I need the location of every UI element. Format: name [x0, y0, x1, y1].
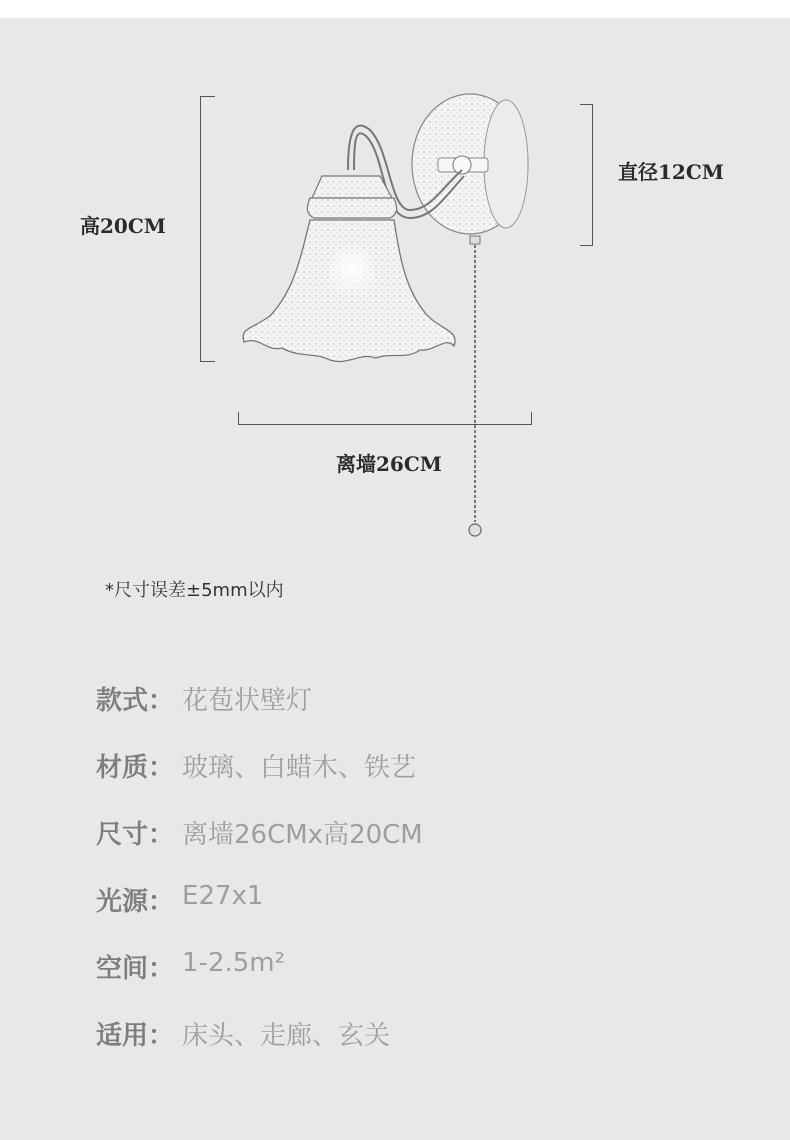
spec-row-usage: [96, 1015, 423, 1082]
spec-row-space: [96, 948, 423, 1015]
spec-key: 材质：: [96, 753, 175, 783]
spec-row-style: [96, 680, 423, 747]
spec-key: 光源：: [96, 887, 175, 917]
diameter-dimension-bracket: [580, 104, 593, 246]
spec-list: [96, 680, 423, 1082]
spec-value: 花苞状壁灯: [182, 686, 313, 716]
depth-label: 离墙26CM: [336, 452, 442, 476]
spec-key: 适用：: [96, 1021, 175, 1051]
wall-lamp-illustration: [230, 90, 550, 550]
pull-chain: [469, 236, 481, 536]
height-dimension-bracket: [200, 96, 215, 362]
spec-value: 1-2.5m²: [182, 948, 286, 978]
size-tolerance-note: *尺寸误差±5mm以内: [105, 580, 284, 601]
spec-key: 空间：: [96, 954, 175, 984]
spec-value: 床头、走廊、玄关: [182, 1021, 391, 1051]
spec-key: 款式：: [96, 686, 175, 716]
spec-row-light-source: [96, 881, 423, 948]
spec-row-material: [96, 747, 423, 814]
spec-key: 尺寸：: [96, 820, 175, 850]
glass-flower-shade: [243, 220, 455, 362]
spec-value: 离墙26CMx高20CM: [182, 820, 423, 850]
diameter-label: 直径12CM: [618, 160, 724, 184]
spec-value: 玻璃、白蜡木、铁艺: [182, 753, 417, 783]
spec-value: E27x1: [182, 881, 264, 911]
spec-row-size: [96, 814, 423, 881]
height-label: 高20CM: [80, 214, 166, 238]
shade-collar: [307, 176, 396, 218]
